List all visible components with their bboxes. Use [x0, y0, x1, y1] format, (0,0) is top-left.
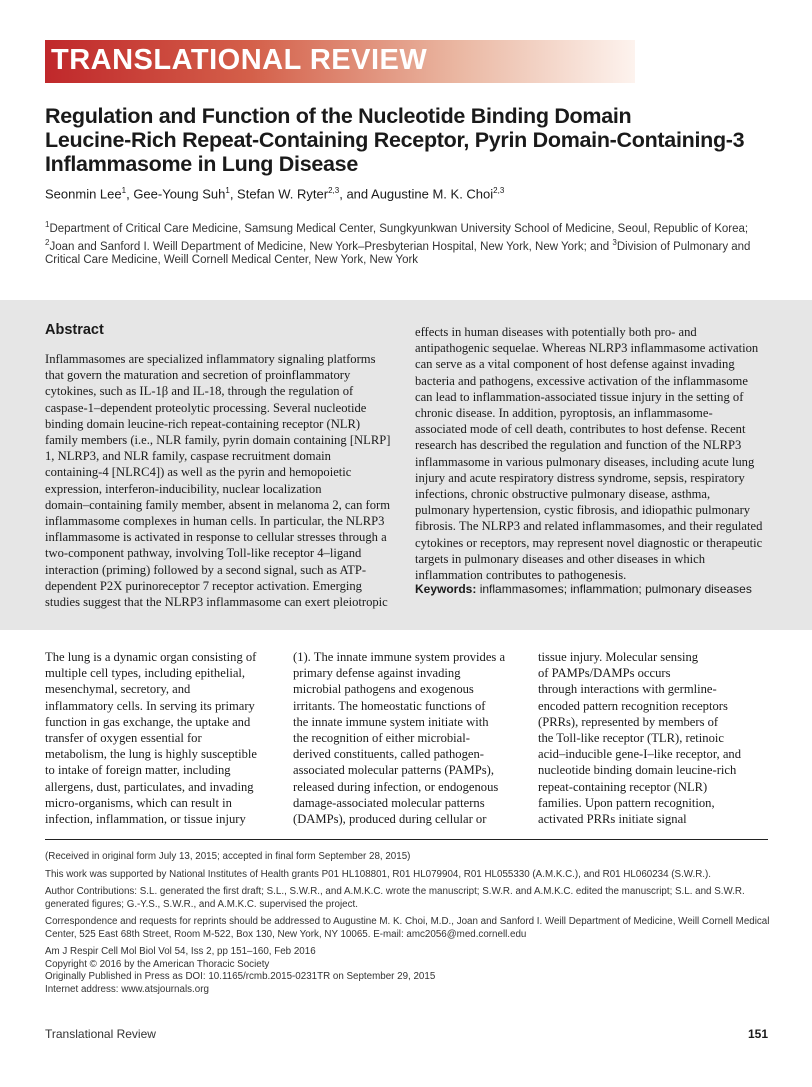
text-line: infection, inflammation, or tissue injury	[45, 812, 246, 827]
text-line: acid–inducible gene-I–like receptor, and	[538, 747, 742, 762]
keywords	[415, 582, 752, 596]
page-number: 151	[748, 1027, 769, 1041]
text-line: (PRRs), represented by members of	[538, 714, 719, 729]
author-separator: ,	[229, 186, 238, 202]
text-line: binding domain leucine-rich repeat-containing receptor (NLR)	[45, 416, 361, 431]
text-line: inflammatory cells. In serving its primary	[45, 698, 255, 713]
author-affil-mark: 2,3	[493, 186, 505, 195]
text-line: tissue injury. Molecular sensing	[538, 650, 699, 664]
text-line: fibrosis. The NLRP3 and related inflammasomes, and their regulated	[415, 519, 763, 534]
text-line: expression, interferon-inducibility, nuclear localization	[45, 481, 322, 496]
text-line: bacteria and pathogens, excessive activation of the inflammasome	[415, 373, 748, 388]
journal-citation: Am J Respir Cell Mol Biol Vol 54, Iss 2, pp 151–160, Feb 2016	[45, 946, 316, 957]
affiliation: Joan and Sanford I. Weill Department of Medicine, New York–Presbyterian Hospital, New York, New York; and	[49, 240, 613, 253]
text-line: mesenchymal, secretory, and	[45, 682, 191, 697]
author-affil-mark: 2,3	[328, 186, 340, 195]
author-affil-mark: 1	[225, 186, 230, 195]
text-line: injury and acute respiratory distress syndrome, sepsis, respiratory	[415, 470, 745, 485]
text-line: damage-associated molecular patterns	[293, 795, 485, 810]
abstract-right-column	[415, 324, 762, 583]
funding-note: This work was supported by National Institutes of Health grants P01 HL108801, R01 HL079904, R01 HL055330 (A.M.K.C.), and R01 HL060234 (S.W.R.).	[45, 868, 712, 880]
text-line: microbial pathogens and exogenous	[293, 682, 474, 697]
keywords-text: inflammasomes; inflammation; pulmonary diseases	[479, 582, 752, 596]
affil-mark: 2	[45, 237, 50, 247]
text-line: released during infection, or endogenous	[293, 779, 499, 794]
text-line: dependent P2X purinoreceptor 7 receptor activation. Emerging	[45, 578, 362, 593]
text-line: the Toll-like receptor (TLR), retinoic	[538, 731, 724, 746]
footnote-divider	[45, 839, 768, 840]
affil-mark: 1	[45, 220, 50, 229]
text-line: inflammasome is activated in response to cellular stresses through a	[45, 530, 387, 545]
text-line: Inflammasomes are specialized inflammatory signaling platforms	[45, 352, 376, 366]
text-line: transfer of oxygen essential for	[45, 731, 202, 746]
body-column-3	[538, 649, 741, 827]
body-column-1	[45, 649, 257, 827]
text-line: multiple cell types, including epithelial,	[45, 666, 246, 681]
footer-section: Translational Review	[45, 1027, 156, 1041]
text-line: encoded pattern recognition receptors	[538, 698, 728, 713]
article-title	[45, 104, 785, 176]
title-line: Regulation and Function of the Nucleotide Binding Domain	[45, 104, 632, 128]
text-line: infections, chronic obstructive pulmonary disease, asthma,	[415, 487, 711, 502]
text-line: through interactions with germline-	[538, 682, 717, 697]
author-name: Augustine M. K. Choi	[371, 186, 494, 202]
text-line: interaction (priming) followed by a second signal, such as ATP-	[45, 562, 367, 577]
author-list	[45, 186, 504, 201]
affiliations	[45, 218, 770, 267]
text-line: associated molecular patterns (PAMPs),	[293, 763, 494, 778]
abstract-heading: Abstract	[45, 322, 104, 338]
author-name: Seonmin Lee	[45, 186, 122, 202]
text-line: inflammation contributes to pathogenesis.	[415, 568, 627, 583]
text-line: (1). The innate immune system provides a	[293, 650, 506, 664]
text-line: cytokines or receptors, may represent novel diagnostic or therapeutic	[415, 535, 763, 550]
title-line: Leucine-Rich Repeat-Containing Receptor, Pyrin Domain-Containing-3	[45, 128, 745, 152]
text-line: of PAMPs/DAMPs occurs	[538, 666, 671, 681]
text-line: that govern the maturation and secretion of proinflammatory	[45, 368, 351, 383]
section-label: TRANSLATIONAL REVIEW	[51, 44, 428, 76]
text-line: domain–containing family member, absent in melanoma 2, can form	[45, 497, 391, 512]
author-name: Stefan W. Ryter	[237, 186, 329, 202]
text-line: pulmonary hypertension, cystic fibrosis, and idiopathic pulmonary	[415, 503, 751, 518]
text-line: the recognition of either microbial-	[293, 731, 470, 746]
text-line: nucleotide binding domain leucine-rich	[538, 763, 737, 778]
text-line: the innate immune system initiate with	[293, 714, 489, 729]
text-line: primary defense against invading	[293, 666, 461, 681]
text-line: allergens, dust, particulates, and invading	[45, 779, 254, 794]
text-line: effects in human diseases with potentially both pro- and	[415, 325, 697, 339]
section-banner	[45, 40, 635, 83]
author-contributions: Author Contributions: S.L. generated the first draft; S.L., S.W.R., and A.M.K.C. wrote the manuscript; S.W.R. and A.M.K.C. edited the manuscript; S.L. and S.W.R. generated figures; G.-Y.S., S.W.R., and A.M.K.C. supervised the project.	[45, 886, 745, 910]
text-line: studies suggest that the NLRP3 inflammasome can exert pleiotropic	[45, 595, 388, 610]
received-dates: (Received in original form July 13, 2015; accepted in final form September 28, 2015)	[45, 851, 411, 862]
text-line: inflammasome complexes in human cells. In particular, the NLRP3	[45, 514, 385, 529]
author-name: Gee-Young Suh	[133, 186, 226, 202]
text-line: inflammasome in various pulmonary diseases, including acute lung	[415, 454, 755, 469]
keywords-label: Keywords:	[415, 582, 477, 596]
text-line: families. Upon pattern recognition,	[538, 795, 715, 810]
text-line: The lung is a dynamic organ consisting of	[45, 650, 257, 664]
text-line: family members (i.e., NLR family, pyrin domain containing [NLRP]	[45, 433, 391, 448]
text-line: repeat-containing receptor (NLR)	[538, 779, 708, 794]
copyright: Copyright © 2016 by the American Thoracic Society	[45, 958, 270, 970]
text-line: micro-organisms, which can result in	[45, 795, 232, 810]
author-separator: , and	[339, 186, 372, 202]
text-line: cytokines, such as IL-1β and IL-18, through the regulation of	[45, 384, 354, 399]
correspondence: Correspondence and requests for reprints should be addressed to Augustine M. K. Choi, M.D., Joan and Sanford I. Weill Department of Medicine, Weill Cornell Medical Center, 525 East 68th Street, Room M-522, Box 130, New York, NY 10065. E-mail: amc2056@med.cornell.edu	[45, 916, 770, 940]
affiliation: Department of Critical Care Medicine, Samsung Medical Center, Sungkyunkwan University School of Medicine, Seoul, Republic of Korea;	[49, 222, 749, 235]
text-line: metabolism, the lung is highly susceptible	[45, 747, 257, 762]
author-affil-mark: 1	[121, 186, 127, 195]
text-line: caspase-1–dependent proteolytic processing. Several nucleotide	[45, 400, 367, 415]
text-line: two-component pathway, involving Toll-like receptor 4–ligand	[45, 546, 362, 561]
title-line: Inflammasome in Lung Disease	[45, 152, 358, 176]
text-line: to intake of foreign matter, including	[45, 763, 231, 778]
text-line: can serve as a vital component of host defense against invading	[415, 357, 735, 372]
footnotes	[45, 851, 775, 996]
author-separator: ,	[126, 186, 134, 202]
text-line: containing-4 [NLRC4]) as well as the pyrin and hemopoietic	[45, 465, 352, 480]
text-line: activated PRRs initiate signal	[538, 812, 687, 827]
text-line: chronic disease. In addition, pyroptosis, an inflammasome-	[415, 406, 713, 421]
abstract-left-column	[45, 351, 390, 610]
text-line: (DAMPs), produced during cellular or	[293, 812, 487, 827]
body-column-2	[293, 649, 505, 827]
text-line: research has described the regulation and function of the NLRP3	[415, 438, 742, 453]
text-line: antipathogenic sequelae. Whereas NLRP3 inflammasome activation	[415, 341, 759, 356]
text-line: irritants. The homeostatic functions of	[293, 698, 486, 713]
affil-mark: 3	[612, 237, 617, 247]
text-line: targets in pulmonary diseases and other diseases in which	[415, 551, 706, 566]
affiliation: Division of Pulmonary and Critical Care Medicine, Weill Cornell Medical Center, New York, New York	[45, 240, 751, 266]
doi: Originally Published in Press as DOI: 10.1165/rcmb.2015-0231TR on September 29, 2015	[45, 971, 436, 982]
text-line: function in gas exchange, the uptake and	[45, 714, 251, 729]
text-line: associated mode of cell death, contributes to host defense. Recent	[415, 422, 746, 437]
internet-address: Internet address: www.atsjournals.org	[45, 983, 209, 995]
text-line: 1, NLRP3, and NLR family, caspase recruitment domain	[45, 449, 331, 464]
text-line: can lead to inflammation-associated tissue injury in the setting of	[415, 389, 744, 404]
text-line: derived constituents, called pathogen-	[293, 747, 484, 762]
